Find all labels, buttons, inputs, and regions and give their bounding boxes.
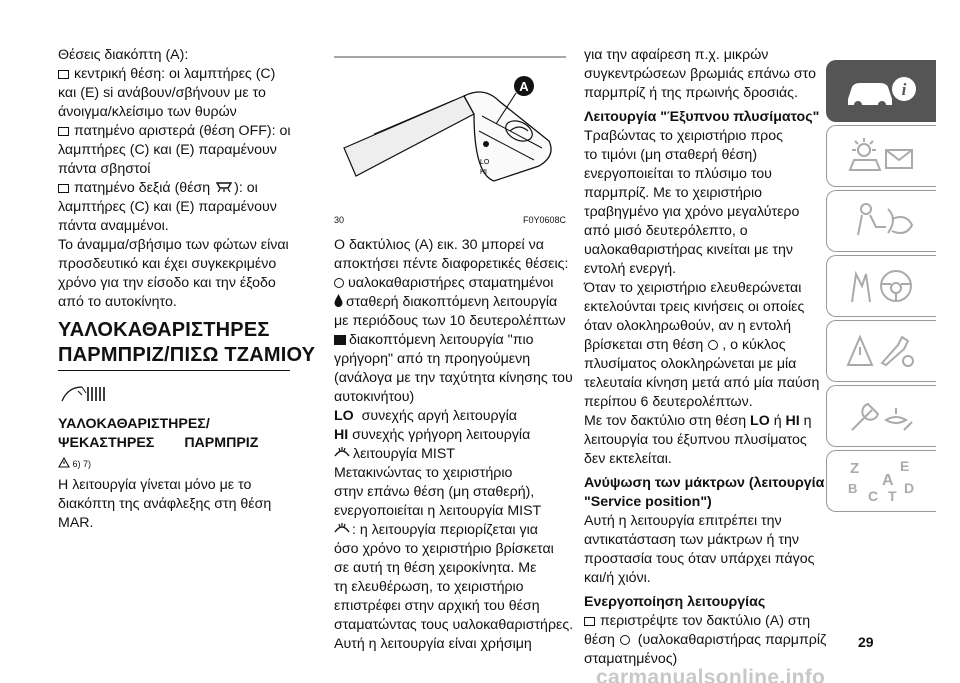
positions-intro: Θέσεις διακόπτη (A):: [58, 47, 189, 63]
heading-service-position: Ανύψωση των μάκτρων (λειτουργία: [584, 475, 825, 491]
watermark: carmanualsonline.info: [596, 666, 826, 683]
svg-text:B: B: [847, 481, 857, 496]
svg-text:C: C: [867, 488, 878, 504]
warning-triangle-icon: [58, 457, 70, 468]
fast-interval-icon: [334, 335, 346, 345]
mist-spray-icon: [334, 522, 350, 535]
warning-note: 6) 7): [58, 455, 290, 474]
heading-activation: Ενεργοποίηση λειτουργίας: [584, 594, 766, 610]
index-icon: [842, 457, 922, 505]
warning-lights-icon: [842, 136, 922, 176]
page-number: 29: [858, 634, 874, 650]
bullet-2: πατημένο αριστερά (θέση OFF): οι: [58, 122, 290, 141]
tab-index[interactable]: [826, 450, 936, 512]
option-fast-interval: διακοπτόμενη λειτουργία "πιο: [334, 331, 566, 350]
column-2: Ο δακτύλιος (A) εικ. 30 μπορεί να αποκτήσει πέντε διαφορετικές θέσεις: υαλοκαθαριστήρες σταματημένοι σταθερή διακοπτόμενη λειτουργία με περιόδους των 10 δευτερολέπτων διακοπτόμενη λειτουργία "πιο γρήγορη" από τη προηγούμενη (ανάλογα με την ταχύτητα κίνησης του αυτοκινήτου) LO συνεχής αργή λειτουργία HI συνεχής γρήγορη λειτουργία λειτουργία MIST Μετακινώντας το χειριστήριο στην επάνω θέση (μη σταθερή), ενεργοποιείται η λειτουργία MIST : η λειτουργία περιορίζεται για όσο χρόνο το χειριστήριο βρίσκεται σε αυτή τη θέση χειροκίνητα. Με τη ελευθέρωση, το χειριστήριο επιστρέφει στην αρχική του θέση σταματώντας τους υαλοκαθαριστήρες. Αυτή η λειτουργία είναι χρήσιμη: [334, 237, 574, 652]
bullet-square-icon: [584, 617, 595, 626]
tab-warning-lights[interactable]: [826, 125, 936, 187]
lo-label: LO: [480, 159, 490, 166]
airbag-icon: [842, 201, 922, 241]
off-position-icon: [334, 278, 344, 288]
svg-text:A: A: [881, 472, 894, 489]
chapter-sidebar: [826, 60, 936, 515]
section-title: ΥΑΛΟΚΑΘΑΡΙΣΤΗΡΕΣ ΠΑΡΜΠΡΙΖ/ΠΙΣΩ ΤΖΑΜΙΟΥ: [58, 319, 316, 366]
bullet-square-icon: [58, 70, 69, 79]
tab-emergency[interactable]: [826, 320, 936, 382]
figure-caption: [334, 215, 566, 229]
bullet-square-icon: [58, 127, 69, 136]
column-3: για την αφαίρεση π.χ. μικρών συγκεντρώσεων βρωμιάς επάνω στο παρμπρίζ ή της πρωινής δροσιάς. Λειτουργία "Έξυπνου πλυσίματος" Τραβώντας το χειριστήριο προς το τιμόνι (μη σταθερή θέση) ενεργοποιείται το πλύσιμο του παρμπρίζ. Με το χειριστήριο τραβηγμένο για χρόνο μεγαλύτερο από μισό δευτερόλεπτο, ο υαλοκαθαριστήρας κινείται με την εντολή ενεργή. Όταν το χειριστήριο ελευθερώνεται εκτελούνται τρεις κινήσεις οι οποίες όταν ολοκληρωθούν, αν η εντολή βρίσκεται στη θέση , ο κύκλος πλυσίματος ολοκληρώνεται με μία τελευταία κίνηση μετά από μία παύση περίπου 6 δευτερολέπτων. Με τον δακτύλιο στη θέση LO ή HI η λειτουργία του έξυπνου πλυσίματος δεν εκτελείται. Ανύψωση των μάκτρων (λειτουργία "Service position") Αυτή η λειτουργία επιτρέπει την αντικατάσταση των μάκτρων ή την προστασία τους όταν υπάρχει πάγος και/ή χιόνι. Ενεργοποίηση λειτουργίας περιστρέψτε τον δακτύλιο (A) στη θέση (υαλοκαθαριστήρας παρμπρίζ σταματημένος): [584, 47, 827, 667]
tab-car-info[interactable]: [826, 60, 936, 122]
subheading-1: ΥΑΛΟΚΑΘΑΡΙΣΤΗΡΕΣ/: [58, 416, 210, 432]
tab-safety[interactable]: [826, 190, 936, 252]
service-icon: [842, 396, 922, 436]
bullet-3: πατημένο δεξιά (θέση ): οι: [58, 179, 290, 198]
steering-wheel-icon: [842, 266, 922, 306]
subheading-2: ΨΕΚΑΣΤΗΡΕΣ ΠΑΡΜΠΡΙΖ: [58, 435, 259, 451]
car-info-icon: [842, 71, 922, 111]
tab-maintenance[interactable]: [826, 385, 936, 447]
callout-a: A: [519, 79, 529, 94]
svg-text:i: i: [901, 80, 906, 99]
option-lo: LO συνεχής αργή λειτουργία: [334, 408, 517, 424]
option-hi: HI συνεχής γρήγορη λειτουργία: [334, 427, 531, 443]
figure-number: 30: [334, 215, 345, 225]
wiper-stalk-illustration: [334, 56, 566, 216]
breakdown-icon: [842, 331, 922, 371]
svg-text:Z: Z: [849, 460, 859, 477]
drop-icon: [334, 294, 343, 307]
reference-icons: [58, 383, 118, 405]
bullet-1: κεντρική θέση: οι λαμπτήρες (C): [58, 65, 290, 84]
off-position-icon: [708, 340, 718, 350]
svg-text:T: T: [887, 488, 897, 504]
tab-driving[interactable]: [826, 255, 936, 317]
column-1: Θέσεις διακόπτη (A): κεντρική θέση: οι λαμπτήρες (C) και (E) si ανάβουν/σβήνουν με το άνοιγμα/κλείσιμο των θυρών πατημένο αριστερά (θέση OFF): οι λαμπτήρες (C) και (E) παραμένουν πάντα σβηστοί πατημένο δεξιά (θέση ): οι λαμπτήρες (C) και (E) παραμένουν πάντα αναμμένοι. Το άναμμα/σβήσιμο των φώτων είναι προσδευτικό και έχει συγκεκριμένο χρόνο για την είσοδο και την έξοδο από το αυτοκίνητο. ΥΑΛΟΚΑΘΑΡΙΣΤΗΡΕΣ ΠΑΡΜΠΡΙΖ/ΠΙΣΩ ΤΖΑΜΙΟΥ ΥΑΛΟΚΑΘΑΡΙΣΤΗΡΕΣ/ ΨΕΚΑΣΤΗΡΕΣ ΠΑΡΜΠΡΙΖ 6) 7) Η λειτουργία γίνεται μόνο με το διακόπτη της ανάφλεξης στη θέση MAR.: [58, 47, 316, 531]
wiper-stalk-figure: [334, 56, 566, 227]
hi-label: HI: [480, 169, 487, 176]
svg-text:D: D: [903, 480, 914, 496]
option-off: υαλοκαθαριστήρες σταματημένοι: [334, 274, 566, 293]
off-position-icon: [620, 635, 630, 645]
door-lamp-icon: [214, 180, 234, 193]
mist-spray-icon: [334, 446, 350, 459]
option-mist: λειτουργία MIST: [334, 445, 566, 464]
title-divider: [58, 370, 290, 371]
heading-smart-wash: Λειτουργία "Έξυπνου πλυσίματος": [584, 109, 820, 125]
figure-code: F0Y0608C: [522, 215, 566, 225]
option-interval: σταθερή διακοπτόμενη λειτουργία: [334, 293, 566, 312]
svg-text:E: E: [899, 458, 909, 474]
bullet-square-icon: [58, 184, 69, 193]
